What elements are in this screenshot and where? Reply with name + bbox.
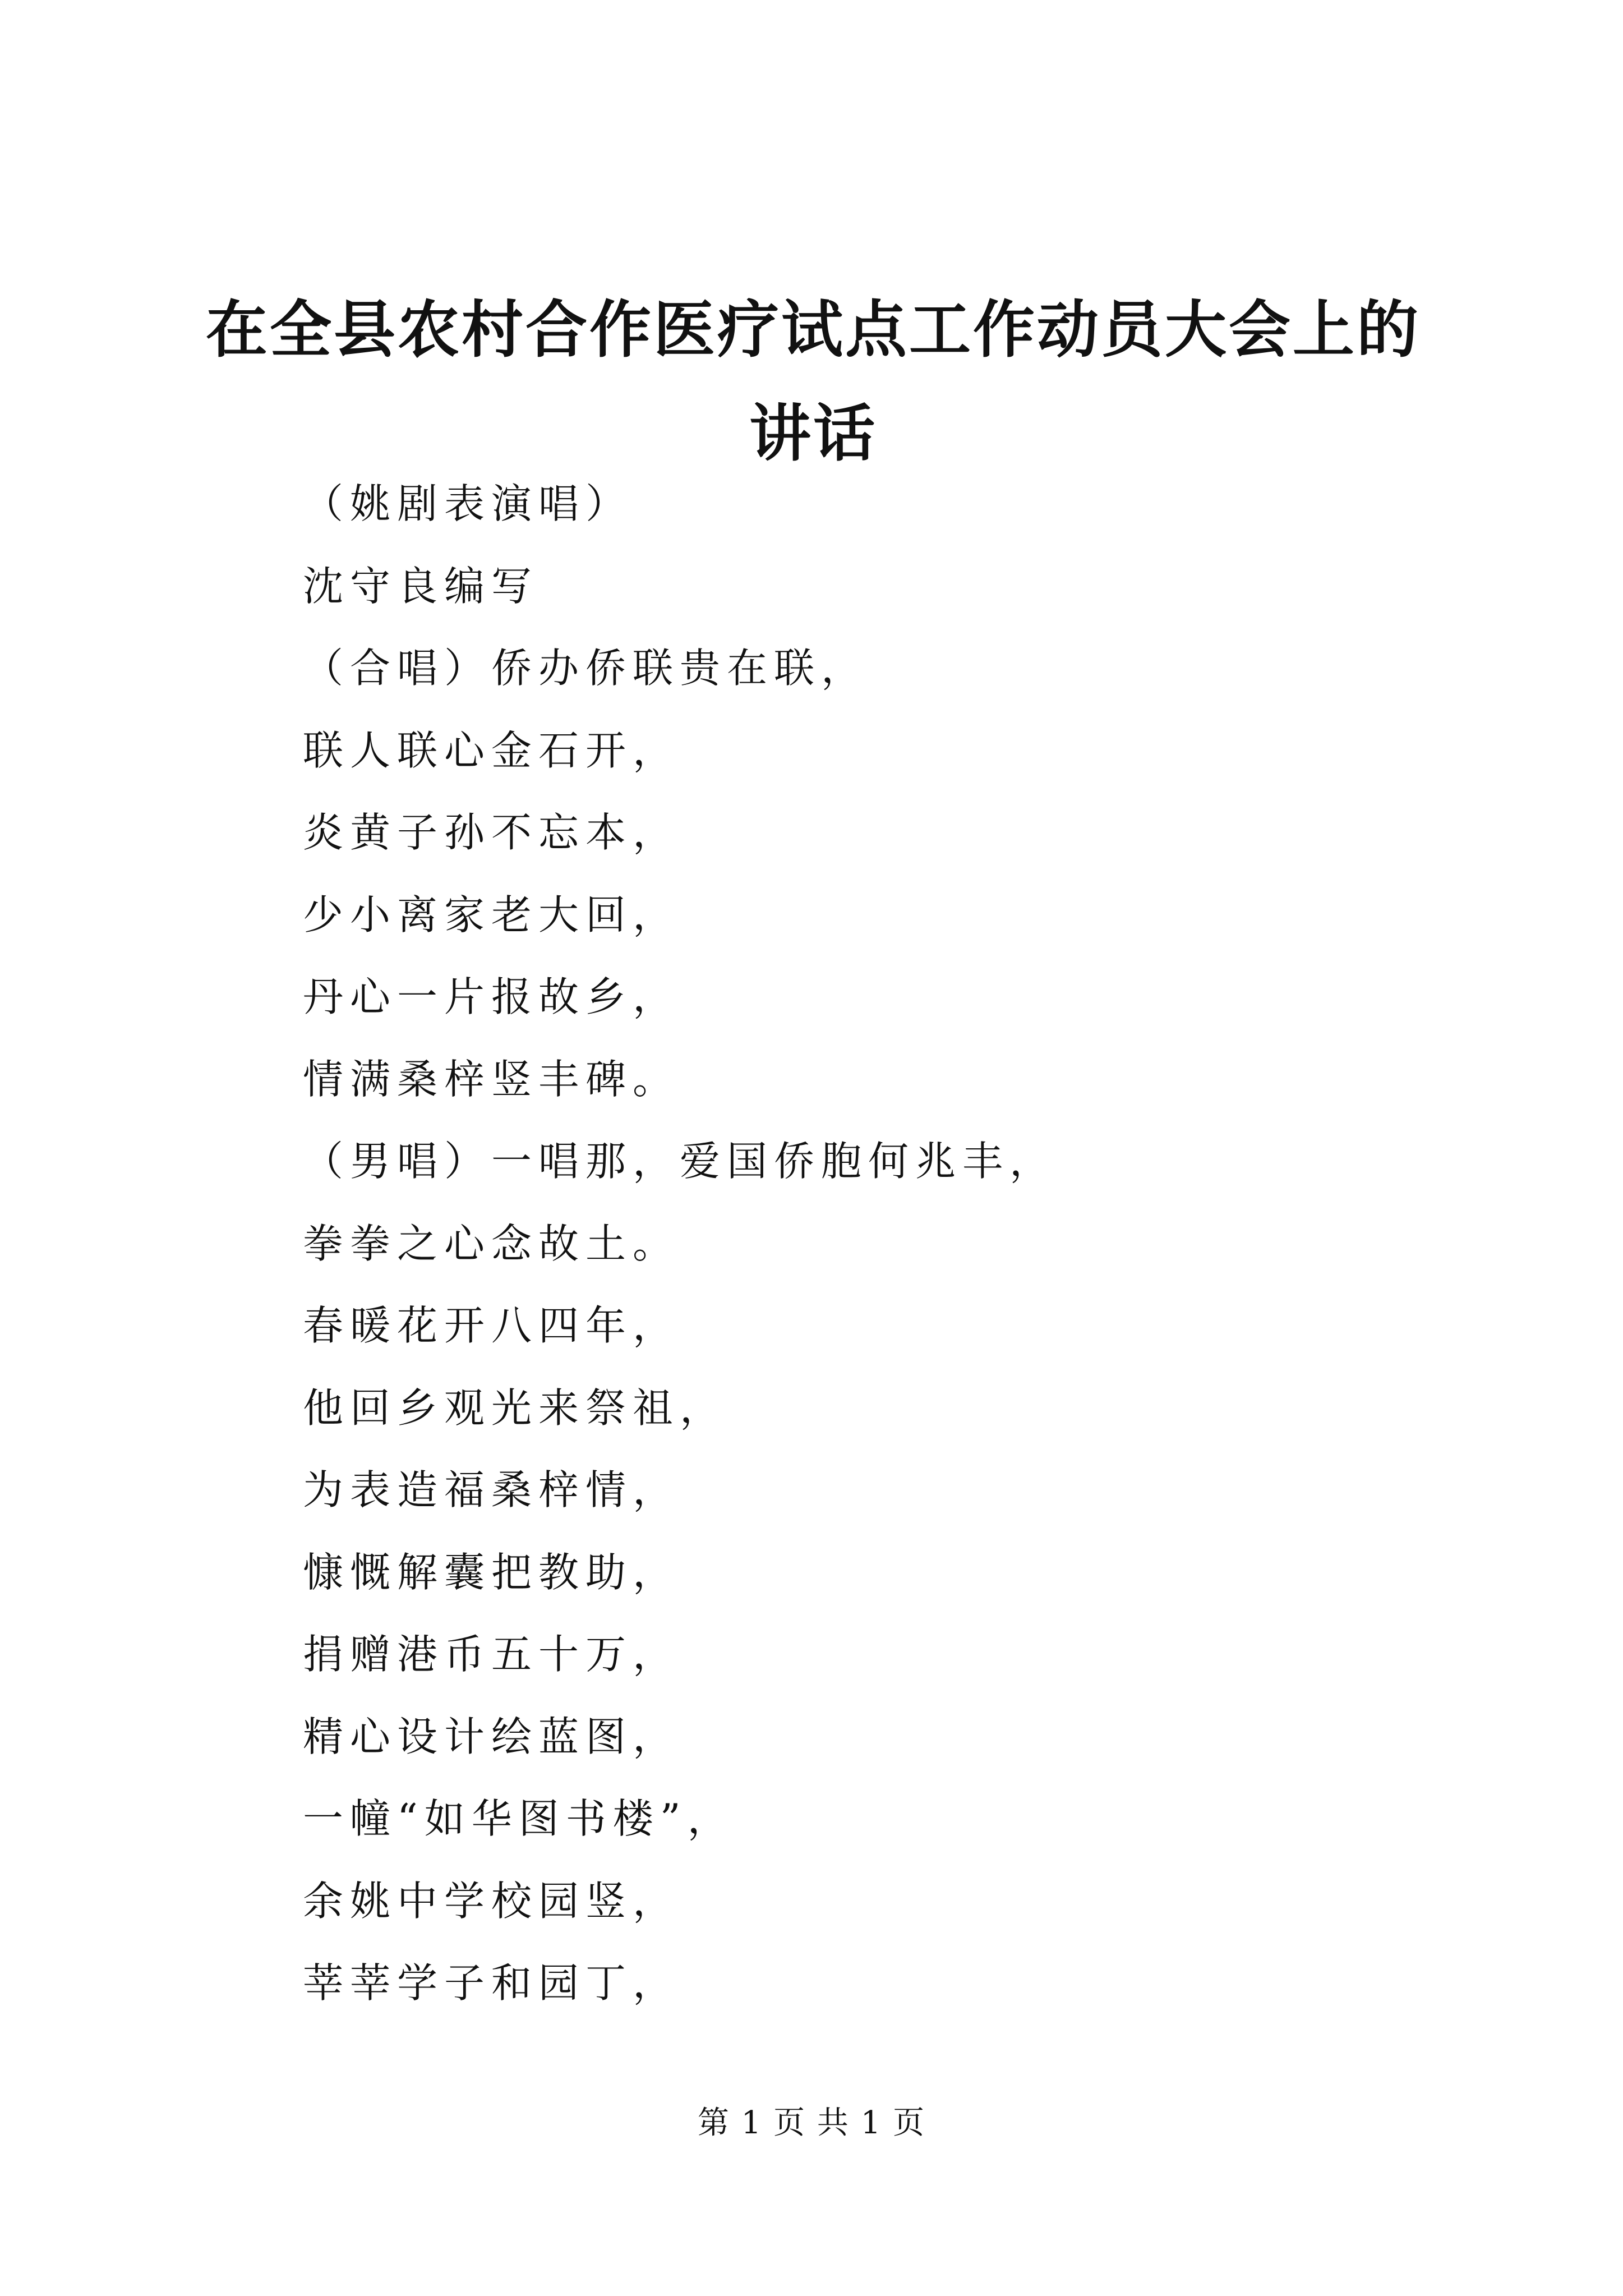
text-line: 炎黄子孙不忘本，	[303, 809, 680, 856]
text-line: 莘莘学子和园丁，	[303, 1959, 680, 2007]
text-line: 联人联心金石开，	[303, 726, 680, 774]
text-line: 慷慨解囊把教助，	[303, 1548, 680, 1596]
text-line: 春暖花开八四年，	[303, 1302, 680, 1349]
text-line: （男唱）一唱那，爱国侨胞何兆丰，	[303, 1138, 1057, 1185]
text-line: 精心设计绘蓝图，	[303, 1713, 680, 1760]
text-line: 少小离家老大回，	[303, 891, 680, 938]
text-line: 丹心一片报故乡，	[303, 973, 680, 1020]
text-line: 情满桑梓竖丰碑。	[303, 1055, 680, 1103]
text-line: （姚剧表演唱）	[303, 480, 633, 527]
text-line: （合唱）侨办侨联贵在联，	[303, 645, 869, 692]
text-line: 为表造福桑梓情，	[303, 1466, 680, 1513]
text-line: 余姚中学校园竖，	[303, 1877, 680, 1925]
lyrics-body	[303, 463, 1481, 2024]
text-line: 拳拳之心念故土。	[303, 1220, 680, 1267]
document-title: 在全县农村合作医疗试点工作动员大会上的讲话	[206, 293, 1421, 470]
text-line: 一幢“如华图书楼”，	[303, 1795, 735, 1842]
page-footer: 第 1 页 共 1 页	[697, 2105, 926, 2141]
text-line: 他回乡观光来祭祖，	[303, 1384, 727, 1432]
text-line: 沈守良编写	[303, 562, 539, 610]
text-line: 捐赠港币五十万，	[303, 1631, 680, 1678]
